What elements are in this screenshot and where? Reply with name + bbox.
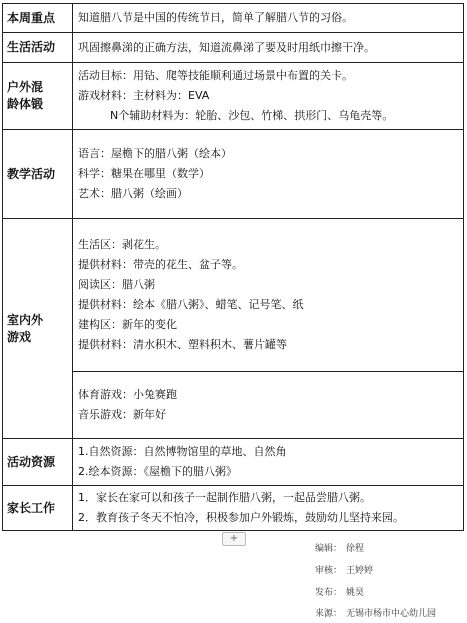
label-teaching-activity: 教学活动 [3, 130, 73, 219]
row-parent-work [3, 486, 464, 531]
row-life-activity [3, 33, 464, 63]
meta-reviewer: 审核： 王婷婷 [315, 566, 374, 576]
outdoor-goal: 活动目标：用钻、爬等技能顺利通过场景中布置的关卡。 [78, 69, 353, 82]
life-activity-text: 巩固擦鼻涕的正确方法，知道流鼻涕了要及时用纸巾擦干净。 [78, 40, 375, 54]
meta-editor: 编辑： 徐程 [315, 544, 365, 554]
label-outdoor-exercise: 户外混 龄体锻 [3, 63, 73, 130]
area-building: 建构区：新年的变化 [78, 318, 177, 331]
label-parent-work: 家长工作 [3, 486, 73, 531]
area-building-material: 提供材料：清水积木、塑料积木、薯片罐等 [78, 338, 287, 351]
label-life-activity: 生活活动 [3, 33, 73, 63]
meta-source: 来源： 无锡市杨市中心幼儿园 [315, 609, 437, 619]
row-activity-resources [3, 439, 464, 486]
teaching-item-language: 语言：屋檐下的腊八粥（绘本） [78, 147, 232, 160]
label-activity-resources: 活动资源 [3, 439, 73, 486]
area-life-material: 提供材料：带壳的花生、盆子等。 [78, 258, 243, 271]
area-reading: 阅读区：腊八粥 [78, 278, 155, 291]
row-teaching-activity [3, 130, 464, 219]
label-weekly-focus: 本周重点 [3, 4, 73, 33]
label-indoor-outdoor-games: 室内外 游戏 [3, 219, 73, 439]
row-sports-music-games [3, 372, 464, 439]
parent-work-item-2: 2．教育孩子冬天不怕冷，积极参加户外锻炼，鼓励幼儿坚持来园。 [78, 511, 404, 524]
resource-picture-book: 2.绘本资源：《屋檐下的腊八粥》 [78, 465, 237, 478]
outdoor-aux-material: N个辅助材料为：轮胎、沙包、竹梯、拱形门、乌龟壳等。 [110, 109, 394, 122]
parent-work-item-1: 1．家长在家可以和孩子一起制作腊八粥，一起品尝腊八粥。 [78, 491, 371, 504]
weekly-plan-table [2, 3, 464, 531]
add-row-button[interactable]: + [222, 532, 246, 546]
music-game: 音乐游戏：新年好 [78, 408, 166, 421]
meta-publisher: 发布： 姚昊 [315, 588, 365, 598]
teaching-item-art: 艺术：腊八粥（绘画） [78, 187, 188, 200]
outdoor-material: 游戏材料：主材料为：EVA [78, 89, 210, 102]
row-weekly-focus [3, 4, 464, 33]
teaching-item-science: 科学：糖果在哪里（数学） [78, 167, 210, 180]
resource-natural: 1.自然资源：自然博物馆里的草地、自然角 [78, 445, 287, 458]
weekly-focus-text: 知道腊八节是中国的传统节日，简单了解腊八节的习俗。 [78, 11, 353, 24]
area-reading-material: 提供材料：绘本《腊八粥》、蜡笔、记号笔、纸 [78, 298, 304, 311]
row-indoor-outdoor-games [3, 219, 464, 372]
area-life: 生活区：剥花生。 [78, 238, 166, 251]
row-outdoor-exercise [3, 63, 464, 130]
sports-game: 体育游戏：小兔赛跑 [78, 388, 177, 401]
